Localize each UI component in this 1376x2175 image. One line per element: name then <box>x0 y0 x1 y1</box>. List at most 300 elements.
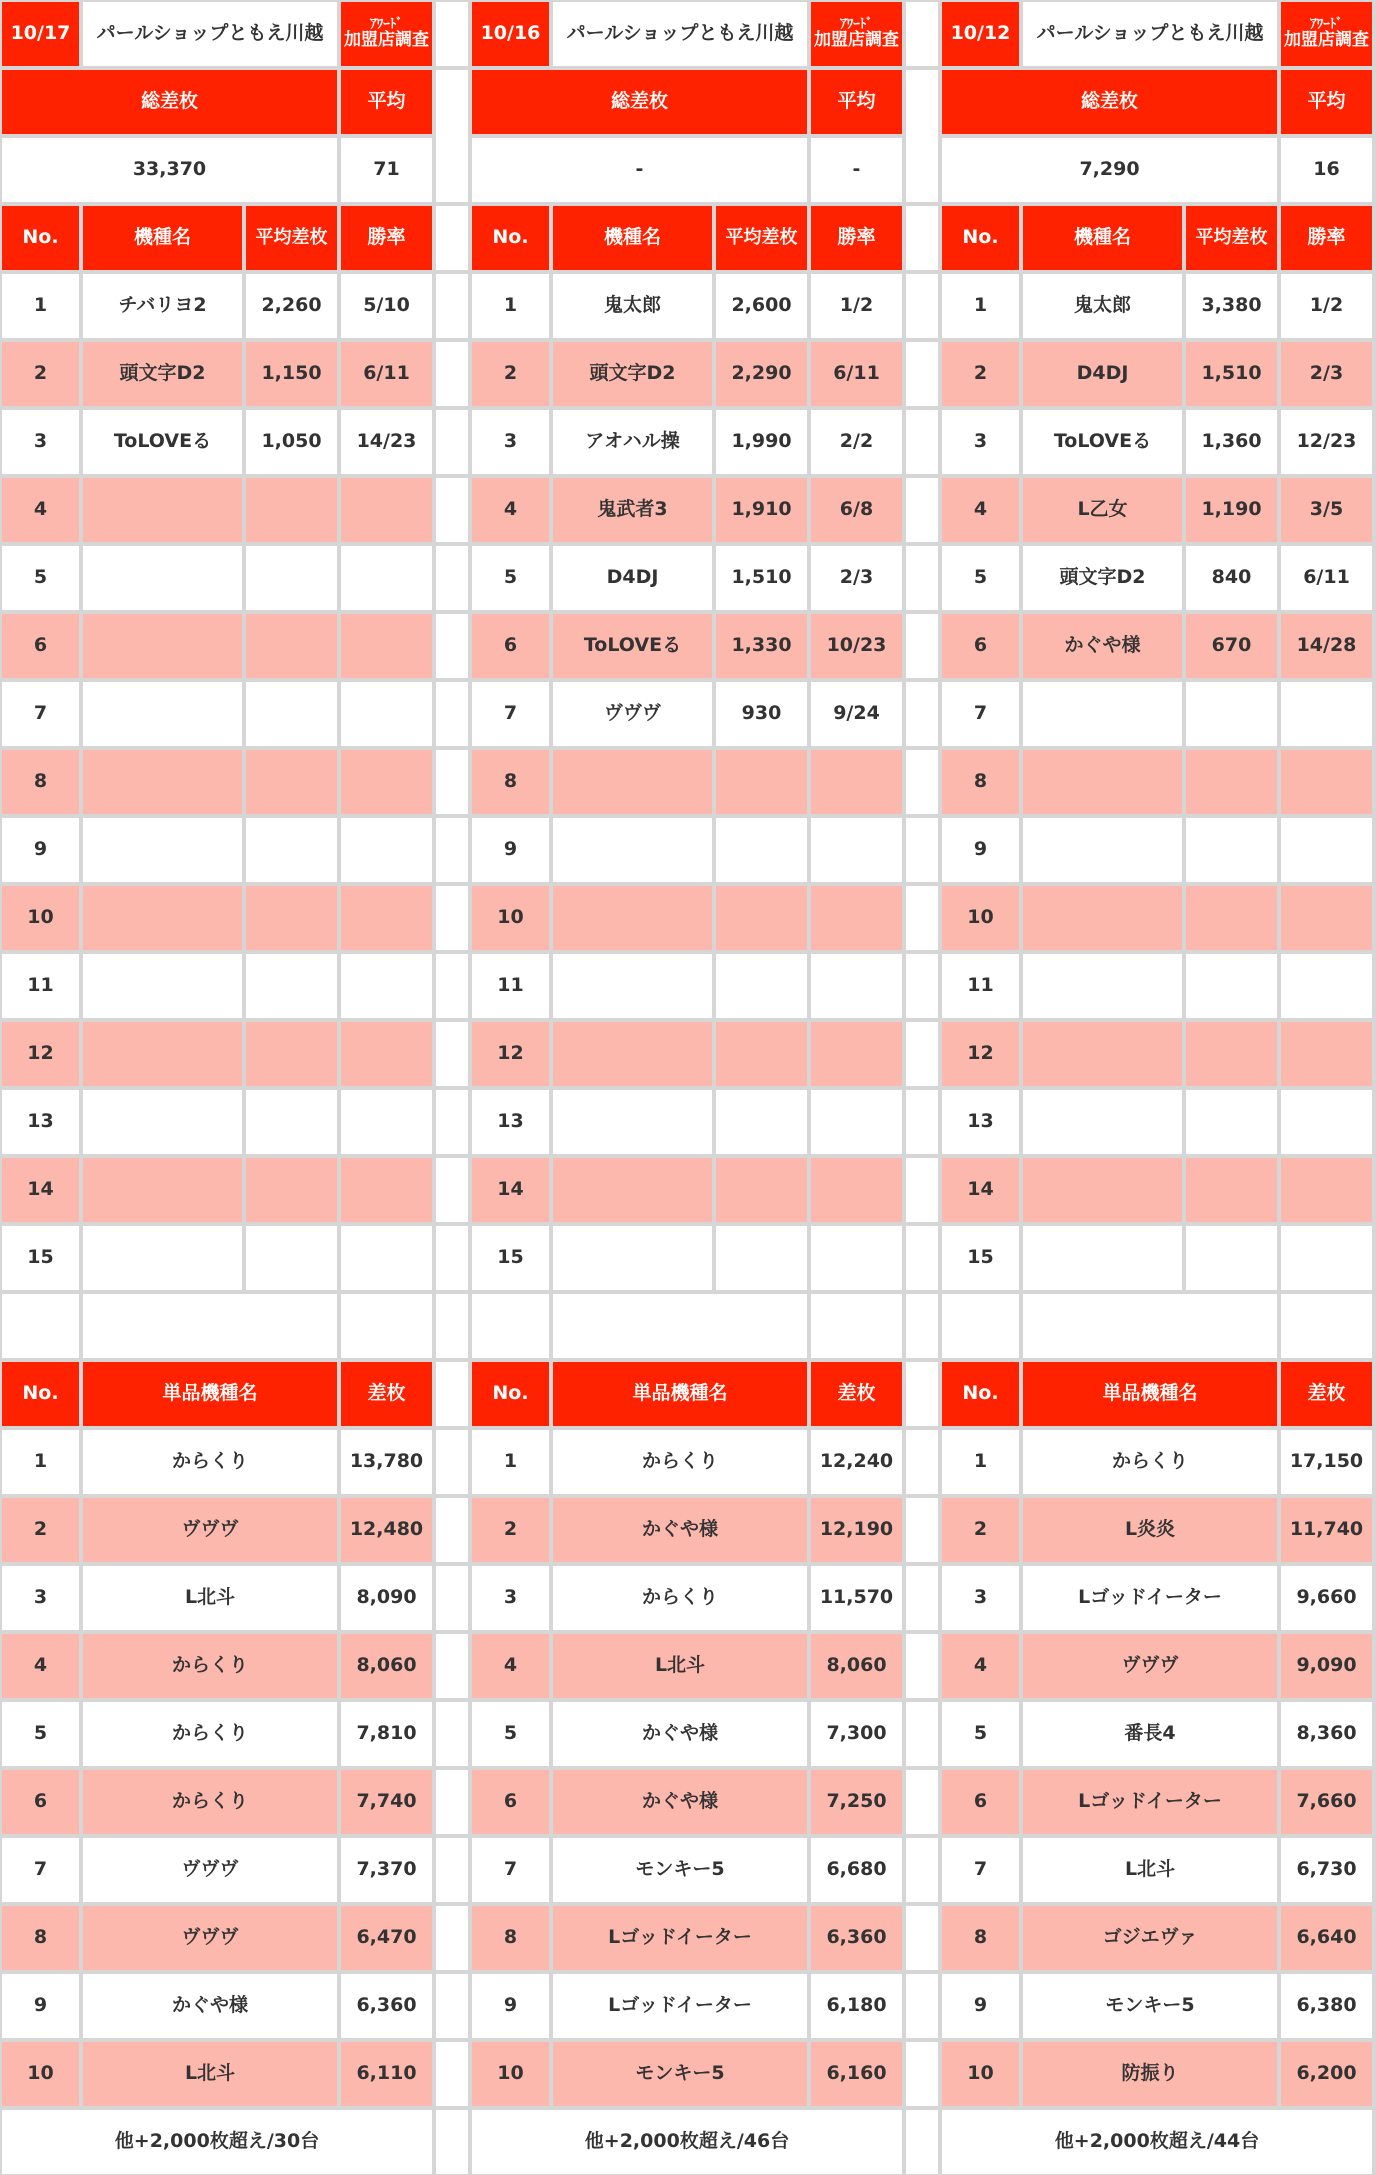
single-row-no: 4 <box>942 1634 1019 1698</box>
single-header-model: 単品機種名 <box>1023 1362 1277 1426</box>
single-row-no: 9 <box>2 1974 79 2038</box>
model-row-avg-diff <box>716 886 807 950</box>
model-row-avg-diff: 1,190 <box>1186 478 1277 542</box>
blank-cell <box>1023 1294 1277 1358</box>
model-row-avg-diff <box>246 886 337 950</box>
single-row-diff: 8,090 <box>341 1566 432 1630</box>
model-row-name <box>553 818 712 882</box>
col-header-win-rate: 勝率 <box>341 206 432 270</box>
single-row-name: L北斗 <box>83 2042 337 2106</box>
model-row-win-rate <box>811 750 902 814</box>
model-row-no: 14 <box>472 1158 549 1222</box>
award-badge <box>811 2 902 66</box>
single-header-model: 単品機種名 <box>83 1362 337 1426</box>
model-row-name: ToLOVEる <box>553 614 712 678</box>
model-row-win-rate: 14/28 <box>1281 614 1372 678</box>
model-row-avg-diff: 1,990 <box>716 410 807 474</box>
model-row-name: D4DJ <box>1023 342 1182 406</box>
spacer-cell <box>906 478 938 542</box>
spacer-cell <box>906 750 938 814</box>
col-header-win-rate: 勝率 <box>811 206 902 270</box>
spacer-cell <box>436 1906 468 1970</box>
single-row-name: ヴヴヴ <box>83 1838 337 1902</box>
single-row-no: 10 <box>472 2042 549 2106</box>
single-row-name: Lゴッドイーター <box>1023 1566 1277 1630</box>
spacer-cell <box>906 1770 938 1834</box>
single-row-name: Lゴッドイーター <box>553 1974 807 2038</box>
average-value: 16 <box>1281 138 1372 202</box>
model-row-win-rate <box>1281 1090 1372 1154</box>
single-row-name: 番長4 <box>1023 1702 1277 1766</box>
model-row-no: 15 <box>472 1226 549 1290</box>
single-row-name: L北斗 <box>1023 1838 1277 1902</box>
blank-cell <box>942 1294 1019 1358</box>
model-row-win-rate: 6/8 <box>811 478 902 542</box>
model-row-no: 6 <box>472 614 549 678</box>
model-row-win-rate <box>341 546 432 610</box>
spacer-cell <box>436 1430 468 1494</box>
model-row-win-rate <box>1281 1158 1372 1222</box>
shop-name: パールショップともえ川越 <box>83 2 337 66</box>
single-row-diff: 12,240 <box>811 1430 902 1494</box>
model-row-avg-diff <box>246 1226 337 1290</box>
single-row-no: 1 <box>942 1430 1019 1494</box>
single-row-diff: 9,660 <box>1281 1566 1372 1630</box>
model-row-no: 5 <box>472 546 549 610</box>
single-row-name: ヴヴヴ <box>83 1498 337 1562</box>
single-row-name: モンキー5 <box>553 2042 807 2106</box>
model-row-avg-diff: 1,510 <box>1186 342 1277 406</box>
model-row-avg-diff <box>246 1090 337 1154</box>
spacer-cell <box>906 546 938 610</box>
date-label: 10/12 <box>942 2 1019 66</box>
model-row-avg-diff: 2,260 <box>246 274 337 338</box>
single-row-name: かぐや様 <box>553 1498 807 1562</box>
model-row-no: 2 <box>942 342 1019 406</box>
model-row-win-rate <box>341 954 432 1018</box>
model-row-name <box>1023 954 1182 1018</box>
single-row-no: 8 <box>942 1906 1019 1970</box>
total-diff-header: 総差枚 <box>472 70 807 134</box>
single-row-no: 7 <box>942 1838 1019 1902</box>
blank-cell <box>811 1294 902 1358</box>
single-row-diff: 11,570 <box>811 1566 902 1630</box>
spacer-cell <box>436 1974 468 2038</box>
shop-name: パールショップともえ川越 <box>553 2 807 66</box>
model-row-avg-diff <box>1186 954 1277 1018</box>
spacer-cell <box>436 478 468 542</box>
single-row-name: モンキー5 <box>553 1838 807 1902</box>
model-row-name: 鬼武者3 <box>553 478 712 542</box>
model-row-win-rate: 6/11 <box>341 342 432 406</box>
model-row-no: 1 <box>942 274 1019 338</box>
average-header: 平均 <box>1281 70 1372 134</box>
single-row-name: かぐや様 <box>83 1974 337 2038</box>
model-row-win-rate <box>341 1022 432 1086</box>
single-row-name: L炎炎 <box>1023 1498 1277 1562</box>
single-row-no: 6 <box>942 1770 1019 1834</box>
model-row-name <box>83 1022 242 1086</box>
model-row-no: 10 <box>942 886 1019 950</box>
blank-cell <box>553 1294 807 1358</box>
model-row-avg-diff <box>246 478 337 542</box>
single-row-diff: 7,660 <box>1281 1770 1372 1834</box>
award-badge-line2: 加盟店調査 <box>1284 29 1369 50</box>
model-row-win-rate: 6/11 <box>1281 546 1372 610</box>
model-row-name: アオハル操 <box>553 410 712 474</box>
spacer-cell <box>436 342 468 406</box>
award-badge-line2: 加盟店調査 <box>814 29 899 50</box>
col-header-no: No. <box>942 206 1019 270</box>
model-row-name <box>553 1090 712 1154</box>
award-badge-line2: 加盟店調査 <box>344 29 429 50</box>
model-row-win-rate <box>341 818 432 882</box>
model-row-win-rate <box>341 682 432 746</box>
model-row-no: 5 <box>2 546 79 610</box>
spacer-cell <box>436 1634 468 1698</box>
award-badge <box>1281 2 1372 66</box>
date-label: 10/17 <box>2 2 79 66</box>
model-row-name <box>1023 1022 1182 1086</box>
model-row-no: 11 <box>472 954 549 1018</box>
model-row-name: ヴヴヴ <box>553 682 712 746</box>
model-row-name <box>83 546 242 610</box>
shop-name: パールショップともえ川越 <box>1023 2 1277 66</box>
spacer-cell <box>906 1566 938 1630</box>
model-row-avg-diff <box>1186 1090 1277 1154</box>
model-row-win-rate: 2/3 <box>1281 342 1372 406</box>
total-diff-value: 7,290 <box>942 138 1277 202</box>
spacer-cell <box>906 2 938 66</box>
spacer-cell <box>436 1838 468 1902</box>
model-row-no: 15 <box>2 1226 79 1290</box>
model-row-name: D4DJ <box>553 546 712 610</box>
single-row-diff: 6,360 <box>811 1906 902 1970</box>
model-row-win-rate: 10/23 <box>811 614 902 678</box>
model-row-win-rate: 1/2 <box>1281 274 1372 338</box>
single-row-diff: 12,190 <box>811 1498 902 1562</box>
spacer-cell <box>906 886 938 950</box>
blank-cell <box>341 1294 432 1358</box>
single-header-model: 単品機種名 <box>553 1362 807 1426</box>
spacer-cell <box>906 614 938 678</box>
model-row-no: 13 <box>2 1090 79 1154</box>
single-row-name: からくり <box>83 1770 337 1834</box>
model-row-avg-diff <box>716 1158 807 1222</box>
model-row-name: 頭文字D2 <box>553 342 712 406</box>
model-row-name <box>1023 750 1182 814</box>
model-row-name: ToLOVEる <box>83 410 242 474</box>
model-row-avg-diff <box>1186 1158 1277 1222</box>
single-row-diff: 9,090 <box>1281 1634 1372 1698</box>
model-row-win-rate <box>341 478 432 542</box>
spacer-cell <box>906 818 938 882</box>
total-diff-value: - <box>472 138 807 202</box>
spacer-cell <box>436 2110 468 2174</box>
spacer-cell <box>436 1226 468 1290</box>
model-row-name <box>553 1226 712 1290</box>
spacer-cell <box>906 1702 938 1766</box>
model-row-name <box>83 818 242 882</box>
single-row-no: 2 <box>942 1498 1019 1562</box>
spacer-cell <box>906 410 938 474</box>
footer-note: 他+2,000枚超え/46台 <box>472 2110 902 2174</box>
spacer-cell <box>436 1294 468 1358</box>
award-badge-line1: ｱﾜｰﾄﾞ <box>370 17 403 33</box>
model-row-avg-diff <box>1186 682 1277 746</box>
single-row-diff: 6,380 <box>1281 1974 1372 2038</box>
model-row-name <box>83 1226 242 1290</box>
single-row-diff: 7,810 <box>341 1702 432 1766</box>
spacer-cell <box>436 886 468 950</box>
col-header-model: 機種名 <box>1023 206 1182 270</box>
model-row-name <box>1023 1158 1182 1222</box>
single-row-diff: 6,470 <box>341 1906 432 1970</box>
single-row-name: 防振り <box>1023 2042 1277 2106</box>
model-row-no: 12 <box>2 1022 79 1086</box>
single-row-name: からくり <box>83 1634 337 1698</box>
model-row-win-rate <box>341 1090 432 1154</box>
model-row-win-rate <box>1281 682 1372 746</box>
spacer-cell <box>436 682 468 746</box>
col-header-no: No. <box>2 206 79 270</box>
model-row-win-rate <box>1281 1022 1372 1086</box>
model-row-win-rate: 9/24 <box>811 682 902 746</box>
model-row-win-rate: 1/2 <box>811 274 902 338</box>
model-row-avg-diff: 1,330 <box>716 614 807 678</box>
model-row-name <box>553 954 712 1018</box>
col-header-avg-diff: 平均差枚 <box>716 206 807 270</box>
spacer-cell <box>906 2042 938 2106</box>
single-row-diff: 6,640 <box>1281 1906 1372 1970</box>
single-row-no: 9 <box>942 1974 1019 2038</box>
spacer-cell <box>436 70 468 202</box>
single-row-diff: 7,300 <box>811 1702 902 1766</box>
model-row-name <box>83 682 242 746</box>
col-header-avg-diff: 平均差枚 <box>246 206 337 270</box>
model-row-avg-diff <box>1186 886 1277 950</box>
single-row-no: 6 <box>472 1770 549 1834</box>
model-row-name: 頭文字D2 <box>83 342 242 406</box>
model-row-name: 鬼太郎 <box>1023 274 1182 338</box>
spacer-cell <box>906 342 938 406</box>
blank-cell <box>83 1294 337 1358</box>
model-row-no: 7 <box>2 682 79 746</box>
single-row-no: 5 <box>2 1702 79 1766</box>
spacer-cell <box>906 1226 938 1290</box>
model-row-no: 9 <box>472 818 549 882</box>
model-row-win-rate <box>1281 954 1372 1018</box>
model-row-no: 3 <box>2 410 79 474</box>
model-row-avg-diff <box>246 1158 337 1222</box>
model-row-win-rate <box>811 1158 902 1222</box>
spacer-cell <box>906 1498 938 1562</box>
model-row-no: 10 <box>472 886 549 950</box>
single-row-no: 10 <box>2 2042 79 2106</box>
single-header-diff: 差枚 <box>1281 1362 1372 1426</box>
model-row-name <box>83 954 242 1018</box>
model-row-no: 9 <box>2 818 79 882</box>
spacer-cell <box>436 1498 468 1562</box>
model-row-no: 15 <box>942 1226 1019 1290</box>
spacer-cell <box>436 1362 468 1426</box>
spacer-cell <box>436 1566 468 1630</box>
model-row-no: 14 <box>2 1158 79 1222</box>
model-row-win-rate <box>341 1158 432 1222</box>
model-row-win-rate: 12/23 <box>1281 410 1372 474</box>
model-row-win-rate <box>811 1022 902 1086</box>
spacer-cell <box>436 2 468 66</box>
single-row-name: かぐや様 <box>553 1702 807 1766</box>
model-row-avg-diff <box>716 1090 807 1154</box>
model-row-no: 2 <box>2 342 79 406</box>
model-row-avg-diff <box>1186 1022 1277 1086</box>
average-header: 平均 <box>811 70 902 134</box>
model-row-no: 4 <box>472 478 549 542</box>
single-row-no: 2 <box>472 1498 549 1562</box>
model-row-no: 8 <box>472 750 549 814</box>
single-row-no: 1 <box>2 1430 79 1494</box>
single-row-name: からくり <box>83 1430 337 1494</box>
single-row-diff: 7,370 <box>341 1838 432 1902</box>
spacer-cell <box>906 1158 938 1222</box>
model-row-win-rate <box>341 1226 432 1290</box>
spacer-cell <box>906 1838 938 1902</box>
blank-cell <box>1281 1294 1372 1358</box>
single-row-no: 4 <box>472 1634 549 1698</box>
model-row-avg-diff <box>716 1226 807 1290</box>
spacer-cell <box>436 818 468 882</box>
model-row-name: ToLOVEる <box>1023 410 1182 474</box>
spacer-cell <box>906 1022 938 1086</box>
spacer-cell <box>436 206 468 270</box>
spacer-cell <box>906 70 938 202</box>
model-row-win-rate <box>811 886 902 950</box>
model-row-name: かぐや様 <box>1023 614 1182 678</box>
single-header-no: No. <box>472 1362 549 1426</box>
single-row-name: L北斗 <box>553 1634 807 1698</box>
average-value: 71 <box>341 138 432 202</box>
single-row-no: 7 <box>472 1838 549 1902</box>
model-row-win-rate <box>1281 886 1372 950</box>
model-row-no: 9 <box>942 818 1019 882</box>
single-header-diff: 差枚 <box>341 1362 432 1426</box>
spacer-cell <box>436 410 468 474</box>
model-row-name <box>553 750 712 814</box>
col-header-model: 機種名 <box>553 206 712 270</box>
model-row-win-rate: 6/11 <box>811 342 902 406</box>
model-row-name <box>553 1158 712 1222</box>
model-row-no: 11 <box>942 954 1019 1018</box>
model-row-win-rate <box>1281 818 1372 882</box>
spacer-cell <box>906 206 938 270</box>
spacer-cell <box>436 614 468 678</box>
single-row-name: からくり <box>1023 1430 1277 1494</box>
model-row-win-rate <box>341 886 432 950</box>
blank-cell <box>472 1294 549 1358</box>
single-row-name: ヴヴヴ <box>83 1906 337 1970</box>
model-row-avg-diff <box>246 954 337 1018</box>
single-row-diff: 13,780 <box>341 1430 432 1494</box>
single-row-diff: 7,740 <box>341 1770 432 1834</box>
model-row-avg-diff <box>716 818 807 882</box>
single-row-diff: 6,200 <box>1281 2042 1372 2106</box>
single-row-name: Lゴッドイーター <box>553 1906 807 1970</box>
model-row-avg-diff <box>1186 750 1277 814</box>
model-row-avg-diff: 840 <box>1186 546 1277 610</box>
model-row-avg-diff <box>716 954 807 1018</box>
single-row-no: 9 <box>472 1974 549 2038</box>
model-row-win-rate <box>811 1090 902 1154</box>
model-row-name <box>83 1090 242 1154</box>
model-row-name <box>1023 886 1182 950</box>
spacer-cell <box>436 1022 468 1086</box>
model-row-win-rate <box>811 818 902 882</box>
single-row-diff: 6,360 <box>341 1974 432 2038</box>
spacer-cell <box>906 1974 938 2038</box>
model-row-avg-diff: 3,380 <box>1186 274 1277 338</box>
spacer-cell <box>906 2110 938 2174</box>
model-row-avg-diff: 2,600 <box>716 274 807 338</box>
model-row-win-rate: 14/23 <box>341 410 432 474</box>
total-diff-header: 総差枚 <box>2 70 337 134</box>
single-row-name: ヴヴヴ <box>1023 1634 1277 1698</box>
model-row-avg-diff <box>716 750 807 814</box>
single-row-no: 3 <box>472 1566 549 1630</box>
average-value: - <box>811 138 902 202</box>
model-row-avg-diff: 1,150 <box>246 342 337 406</box>
single-row-diff: 6,180 <box>811 1974 902 2038</box>
model-row-no: 3 <box>942 410 1019 474</box>
spacer-cell <box>436 1090 468 1154</box>
award-badge <box>341 2 432 66</box>
spacer-cell <box>436 546 468 610</box>
model-row-avg-diff <box>246 818 337 882</box>
model-row-name <box>83 614 242 678</box>
model-row-avg-diff <box>246 614 337 678</box>
single-row-diff: 12,480 <box>341 1498 432 1562</box>
col-header-model: 機種名 <box>83 206 242 270</box>
model-row-no: 13 <box>942 1090 1019 1154</box>
model-row-name <box>83 886 242 950</box>
single-row-no: 2 <box>2 1498 79 1562</box>
single-row-name: からくり <box>553 1430 807 1494</box>
single-header-no: No. <box>942 1362 1019 1426</box>
model-row-no: 4 <box>2 478 79 542</box>
single-row-no: 5 <box>472 1702 549 1766</box>
single-row-no: 7 <box>2 1838 79 1902</box>
single-row-name: Lゴッドイーター <box>1023 1770 1277 1834</box>
single-row-no: 4 <box>2 1634 79 1698</box>
model-row-win-rate <box>811 1226 902 1290</box>
model-row-no: 12 <box>942 1022 1019 1086</box>
model-row-avg-diff: 670 <box>1186 614 1277 678</box>
model-row-avg-diff <box>1186 818 1277 882</box>
single-row-diff: 6,110 <box>341 2042 432 2106</box>
model-row-no: 1 <box>472 274 549 338</box>
award-badge-line1: ｱﾜｰﾄﾞ <box>840 17 873 33</box>
model-row-win-rate <box>341 614 432 678</box>
model-row-avg-diff: 2,290 <box>716 342 807 406</box>
spacer-cell <box>436 1770 468 1834</box>
spacer-cell <box>906 1906 938 1970</box>
model-row-name <box>83 1158 242 1222</box>
spacer-cell <box>436 274 468 338</box>
model-row-avg-diff <box>246 682 337 746</box>
spacer-cell <box>906 954 938 1018</box>
total-diff-value: 33,370 <box>2 138 337 202</box>
model-row-avg-diff <box>246 546 337 610</box>
